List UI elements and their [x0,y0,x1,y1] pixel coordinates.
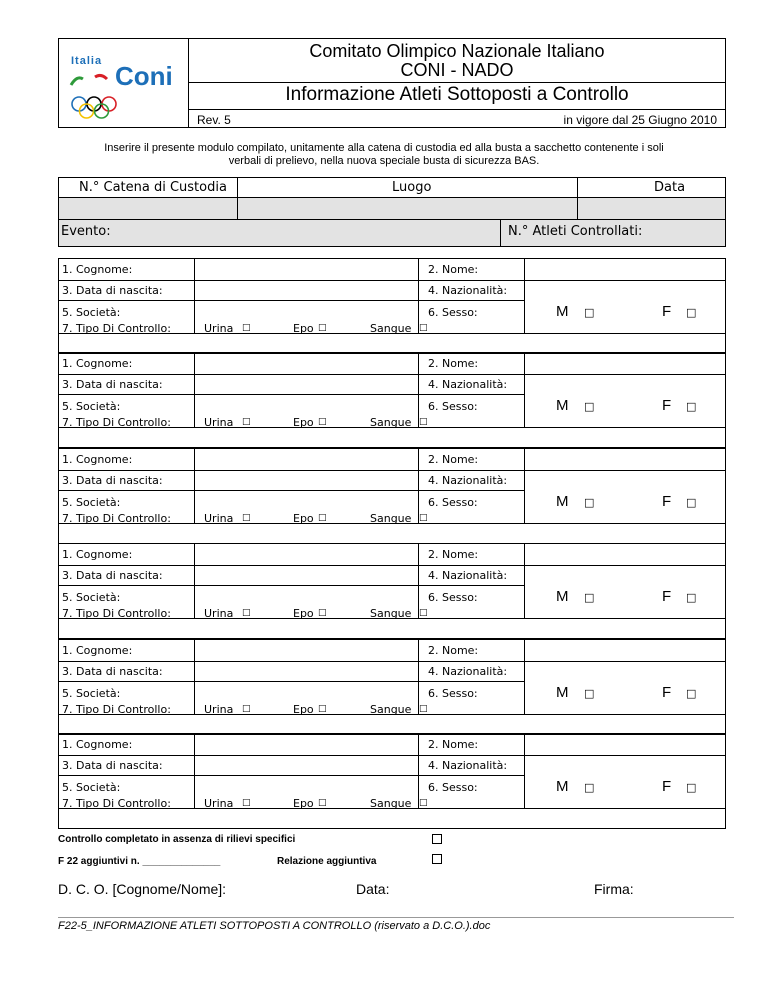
name-label: 2. Nome: [428,738,479,751]
surname-label: 1. Cognome: [62,453,133,466]
report-checkbox[interactable] [432,854,442,864]
male-checkbox[interactable]: □ [584,400,595,413]
row-divider [59,775,524,776]
effective-date: in vigore dal 25 Giugno 2010 [563,113,717,127]
col-divider [418,353,419,427]
female-label: F [662,397,672,414]
birth-label: 3. Data di nascita: [62,474,163,487]
birth-label: 3. Data di nascita: [62,569,163,582]
control-type-label: 7. Tipo Di Controllo: [62,703,171,716]
birth-label: 3. Data di nascita: [62,759,163,772]
blood-checkbox[interactable]: □ [419,513,428,523]
row-divider [59,280,725,281]
club-label: 5. Società: [62,496,121,509]
row-divider [59,300,524,301]
custody-input-row[interactable] [59,197,725,220]
header-divider [189,82,725,83]
coni-logo [59,39,189,127]
epo-checkbox[interactable]: □ [318,798,327,808]
birth-label: 3. Data di nascita: [62,378,163,391]
sex-label: 6. Sesso: [428,496,478,509]
surname-label: 1. Cognome: [62,644,133,657]
epo-label: Epo [293,322,314,335]
row-divider [59,585,524,586]
sex-label: 6. Sesso: [428,687,478,700]
blood-label: Sangue [370,416,412,429]
club-label: 5. Società: [62,781,121,794]
signature-label: Firma: [594,881,634,897]
row-divider [59,470,725,471]
control-type-label: 7. Tipo Di Controllo: [62,797,171,810]
male-label: M [556,397,569,414]
epo-label: Epo [293,512,314,525]
row-divider [59,490,524,491]
blood-label: Sangue [370,512,412,525]
urine-checkbox[interactable]: □ [242,704,251,714]
org-line1: Comitato Olimpico Nazionale Italiano [309,41,605,61]
row-divider [59,681,524,682]
f22-label: F 22 aggiuntivi n. ______________ [58,856,221,867]
epo-label: Epo [293,416,314,429]
epo-label: Epo [293,607,314,620]
name-label: 2. Nome: [428,548,479,561]
surname-label: 1. Cognome: [62,548,133,561]
col-divider [418,544,419,618]
col-divider [418,734,419,808]
col-divider [524,544,525,618]
blood-label: Sangue [370,322,412,335]
female-label: F [662,778,672,795]
dco-label: D. C. O. [Cognome/Nome]: [58,881,227,897]
date-header: Data [654,180,686,195]
col-divider [194,449,195,523]
name-label: 2. Nome: [428,263,479,276]
col-divider [418,259,419,333]
place-header: Luogo [392,180,432,195]
athlete-block [58,352,726,448]
athlete-block [58,543,726,639]
male-checkbox[interactable]: □ [584,496,595,509]
club-label: 5. Società: [62,400,121,413]
epo-checkbox[interactable]: □ [318,417,327,427]
blood-label: Sangue [370,703,412,716]
logo-italia-text: Italia [71,55,103,67]
urine-label: Urina [204,607,234,620]
female-checkbox[interactable]: □ [686,496,697,509]
male-label: M [556,778,569,795]
sex-label: 6. Sesso: [428,306,478,319]
header-divider [189,109,725,110]
org-line2: CONI - NADO [400,60,514,80]
urine-label: Urina [204,797,234,810]
male-label: M [556,684,569,701]
urine-checkbox[interactable]: □ [242,417,251,427]
row-divider [59,755,725,756]
name-label: 2. Nome: [428,453,479,466]
female-label: F [662,588,672,605]
control-type-label: 7. Tipo Di Controllo: [62,416,171,429]
col-divider [524,259,525,333]
female-checkbox[interactable]: □ [686,306,697,319]
col-divider [524,734,525,808]
table-divider [577,178,578,220]
male-checkbox[interactable]: □ [584,306,595,319]
table-divider [500,220,501,246]
footer-filename: F22-5_INFORMAZIONE ATLETI SOTTOPOSTI A CONTROLLO (riservato a D.C.O.).doc [58,920,491,932]
club-label: 5. Società: [62,306,121,319]
birth-label: 3. Data di nascita: [62,665,163,678]
date-label: Data: [356,881,390,897]
sex-label: 6. Sesso: [428,400,478,413]
surname-label: 1. Cognome: [62,263,133,276]
urine-label: Urina [204,512,234,525]
epo-label: Epo [293,703,314,716]
event-label: Evento: [61,224,111,239]
row-divider [59,394,524,395]
col-divider [194,640,195,714]
olympic-rings-icon [69,95,129,121]
form-title: Informazione Atleti Sottoposti a Controllo [285,84,629,105]
female-checkbox[interactable]: □ [686,400,697,413]
col-divider [194,259,195,333]
col-divider [524,449,525,523]
male-checkbox[interactable]: □ [584,781,595,794]
birth-label: 3. Data di nascita: [62,284,163,297]
blood-checkbox[interactable]: □ [419,323,428,333]
urine-label: Urina [204,416,234,429]
epo-checkbox[interactable]: □ [318,608,327,618]
male-checkbox[interactable]: □ [584,591,595,604]
urine-checkbox[interactable]: □ [242,798,251,808]
club-label: 5. Società: [62,687,121,700]
intro-text: Inserire il presente modulo compilato, unitamente alla catena di custodia ed alla busta a sacchetto contenente i soli verbali di prelievo, nella nuova speciale busta di sicurezza BAS. [104,142,664,167]
female-label: F [662,684,672,701]
col-divider [524,353,525,427]
epo-label: Epo [293,797,314,810]
male-label: M [556,588,569,605]
revision-label: Rev. 5 [197,113,231,127]
completed-label: Controllo completato in assenza di rilievi specifici [58,834,296,845]
blood-label: Sangue [370,607,412,620]
urine-label: Urina [204,703,234,716]
row-divider [59,565,725,566]
male-label: M [556,303,569,320]
control-type-label: 7. Tipo Di Controllo: [62,607,171,620]
form-header [58,38,726,128]
sex-label: 6. Sesso: [428,591,478,604]
blood-checkbox[interactable]: □ [419,608,428,618]
club-label: 5. Società: [62,591,121,604]
athlete-block [58,733,726,829]
athlete-block [58,639,726,735]
col-divider [194,544,195,618]
male-checkbox[interactable]: □ [584,687,595,700]
report-label: Relazione aggiuntiva [277,856,377,867]
chain-header: N.° Catena di Custodia [79,180,227,195]
col-divider [418,640,419,714]
nationality-label: 4. Nazionalità: [428,284,508,297]
name-label: 2. Nome: [428,644,479,657]
nationality-label: 4. Nazionalità: [428,665,508,678]
completed-checkbox[interactable] [432,834,442,844]
table-divider [237,178,238,220]
blood-label: Sangue [370,797,412,810]
sex-label: 6. Sesso: [428,781,478,794]
athletes-count-label: N.° Atleti Controllati: [508,224,643,239]
blood-checkbox[interactable]: □ [419,798,428,808]
logo-coni-text: Coni [115,61,173,91]
athlete-block [58,258,726,354]
female-label: F [662,493,672,510]
col-divider [524,640,525,714]
nationality-label: 4. Nazionalità: [428,569,508,582]
female-checkbox[interactable]: □ [686,687,697,700]
blood-checkbox[interactable]: □ [419,417,428,427]
col-divider [418,449,419,523]
control-type-label: 7. Tipo Di Controllo: [62,512,171,525]
surname-label: 1. Cognome: [62,738,133,751]
footer-divider [58,917,734,918]
control-type-label: 7. Tipo Di Controllo: [62,322,171,335]
surname-label: 1. Cognome: [62,357,133,370]
blood-checkbox[interactable]: □ [419,704,428,714]
urine-checkbox[interactable]: □ [242,513,251,523]
urine-label: Urina [204,322,234,335]
epo-checkbox[interactable]: □ [318,323,327,333]
nationality-label: 4. Nazionalità: [428,759,508,772]
female-label: F [662,303,672,320]
female-checkbox[interactable]: □ [686,781,697,794]
col-divider [194,734,195,808]
epo-checkbox[interactable]: □ [318,704,327,714]
urine-checkbox[interactable]: □ [242,608,251,618]
italy-flag-icon [69,73,109,87]
nationality-label: 4. Nazionalità: [428,378,508,391]
custody-table [58,177,726,247]
epo-checkbox[interactable]: □ [318,513,327,523]
row-divider [59,661,725,662]
athlete-block [58,448,726,544]
male-label: M [556,493,569,510]
name-label: 2. Nome: [428,357,479,370]
row-divider [59,374,725,375]
nationality-label: 4. Nazionalità: [428,474,508,487]
female-checkbox[interactable]: □ [686,591,697,604]
col-divider [194,353,195,427]
urine-checkbox[interactable]: □ [242,323,251,333]
